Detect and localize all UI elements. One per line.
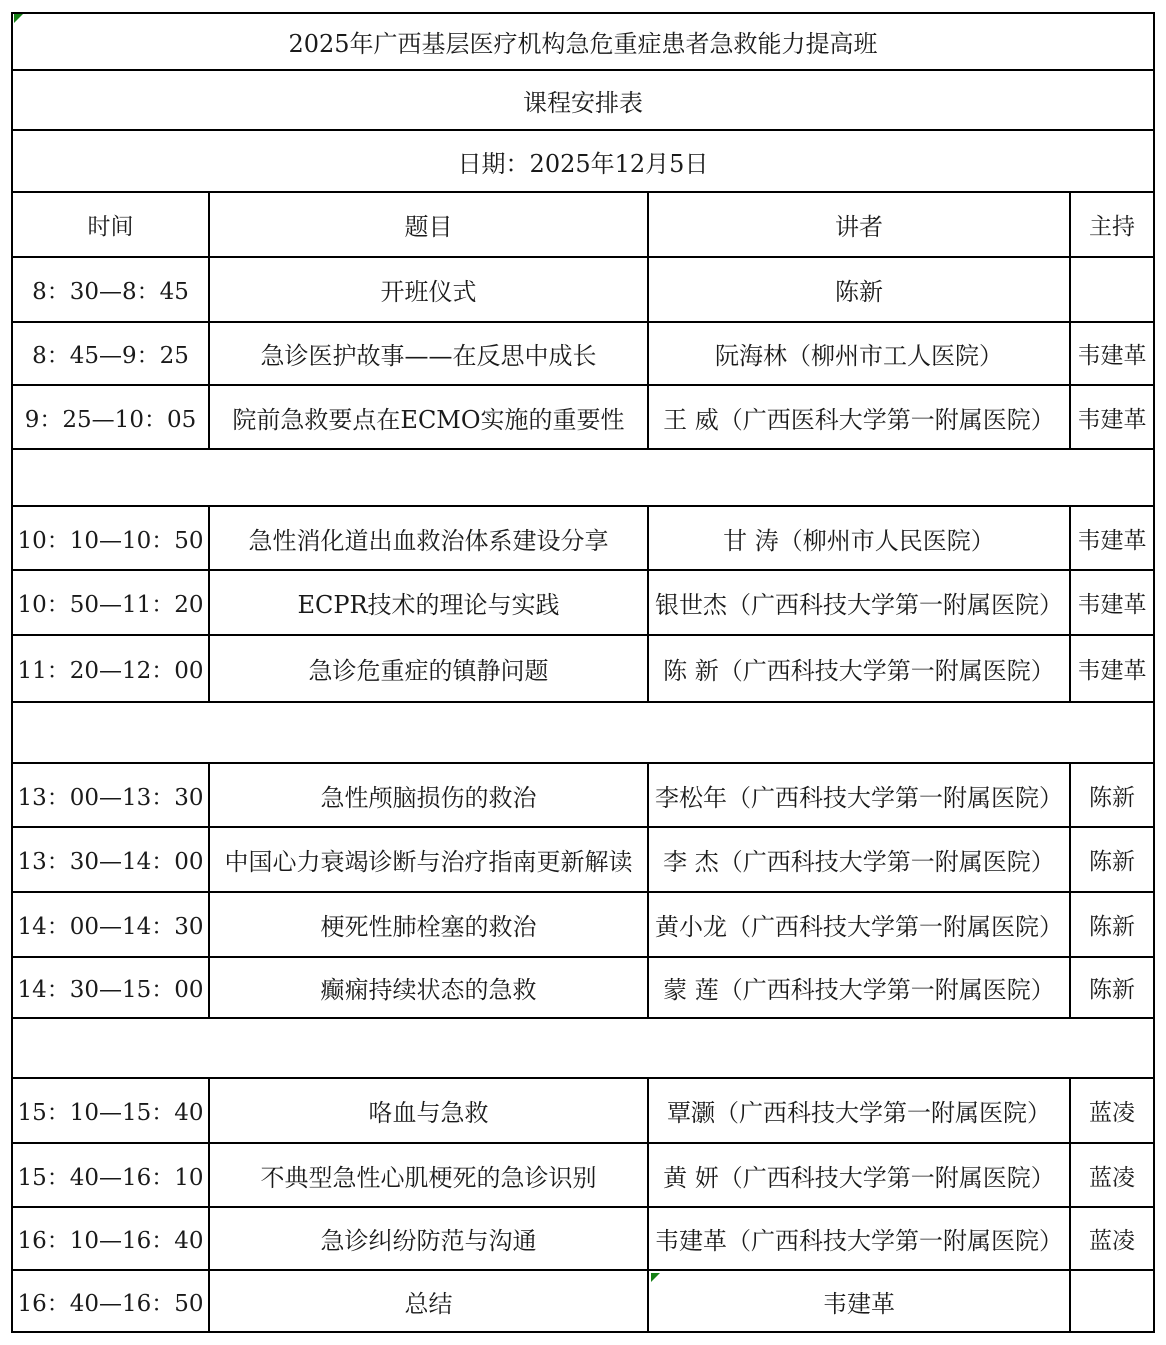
topic-cell[interactable]: 癫痫持续状态的急救 <box>209 957 648 1018</box>
speaker-cell[interactable]: 覃灏（广西科技大学第一附属医院） <box>648 1078 1070 1143</box>
table-row <box>12 763 1154 827</box>
time-cell[interactable]: 10：10—10：50 <box>12 506 209 570</box>
time-cell[interactable]: 10：50—11：20 <box>12 570 209 635</box>
topic-cell[interactable]: 急诊纠纷防范与沟通 <box>209 1207 648 1270</box>
header-topic[interactable]: 题目 <box>209 192 648 257</box>
host-cell[interactable]: 韦建革 <box>1070 322 1154 385</box>
header-speaker[interactable]: 讲者 <box>648 192 1070 257</box>
time-cell[interactable]: 8：30—8：45 <box>12 257 209 322</box>
host-cell[interactable]: 韦建革 <box>1070 385 1154 449</box>
host-cell[interactable]: 蓝凌 <box>1070 1078 1154 1143</box>
break-row <box>12 449 1154 506</box>
table-row <box>12 506 1154 570</box>
topic-cell[interactable]: 总结 <box>209 1270 648 1332</box>
host-cell[interactable]: 陈新 <box>1070 763 1154 827</box>
time-cell[interactable]: 13：00—13：30 <box>12 763 209 827</box>
header-host[interactable]: 主持 <box>1070 192 1154 257</box>
speaker-cell[interactable]: 蒙 莲（广西科技大学第一附属医院） <box>648 957 1070 1018</box>
speaker-cell[interactable]: 甘 涛（柳州市人民医院） <box>648 506 1070 570</box>
table-row <box>12 1207 1154 1270</box>
time-cell[interactable]: 9：25—10：05 <box>12 385 209 449</box>
time-cell[interactable]: 16：10—16：40 <box>12 1207 209 1270</box>
topic-cell[interactable]: 急性消化道出血救治体系建设分享 <box>209 506 648 570</box>
time-cell[interactable]: 8：45—9：25 <box>12 322 209 385</box>
table-row <box>12 322 1154 385</box>
table-row <box>12 635 1154 702</box>
topic-cell[interactable]: 中国心力衰竭诊断与治疗指南更新解读 <box>209 827 648 892</box>
speaker-cell[interactable]: 黄小龙（广西科技大学第一附属医院） <box>648 892 1070 957</box>
host-cell[interactable]: 韦建革 <box>1070 506 1154 570</box>
host-cell[interactable]: 韦建革 <box>1070 635 1154 702</box>
table-row <box>12 1143 1154 1207</box>
speaker-cell[interactable]: 韦建革（广西科技大学第一附属医院） <box>648 1207 1070 1270</box>
speaker-cell[interactable]: 陈新 <box>648 257 1070 322</box>
date-cell[interactable]: 日期：2025年12月5日 <box>12 130 1154 192</box>
host-cell[interactable]: 韦建革 <box>1070 570 1154 635</box>
speaker-cell[interactable]: 王 威（广西医科大学第一附属医院） <box>648 385 1070 449</box>
speaker-cell[interactable]: 阮海林（柳州市工人医院） <box>648 322 1070 385</box>
table-row <box>12 1270 1154 1332</box>
time-cell[interactable]: 15：40—16：10 <box>12 1143 209 1207</box>
course-title-cell[interactable]: 2025年广西基层医疗机构急危重症患者急救能力提高班 <box>12 13 1154 70</box>
topic-cell[interactable]: ECPR技术的理论与实践 <box>209 570 648 635</box>
speaker-cell[interactable]: 陈 新（广西科技大学第一附属医院） <box>648 635 1070 702</box>
host-cell[interactable]: 陈新 <box>1070 957 1154 1018</box>
topic-cell[interactable]: 咯血与急救 <box>209 1078 648 1143</box>
topic-cell[interactable]: 院前急救要点在ECMO实施的重要性 <box>209 385 648 449</box>
course-schedule-table <box>11 12 1155 1333</box>
topic-cell[interactable]: 急性颅脑损伤的救治 <box>209 763 648 827</box>
speaker-cell[interactable]: 李松年（广西科技大学第一附属医院） <box>648 763 1070 827</box>
table-row <box>12 892 1154 957</box>
table-row <box>12 1078 1154 1143</box>
table-header-row <box>12 192 1154 257</box>
topic-cell[interactable]: 梗死性肺栓塞的救治 <box>209 892 648 957</box>
table-row <box>12 957 1154 1018</box>
table-row <box>12 257 1154 322</box>
table-row <box>12 827 1154 892</box>
topic-cell[interactable]: 开班仪式 <box>209 257 648 322</box>
table-row <box>12 385 1154 449</box>
topic-cell[interactable]: 急诊危重症的镇静问题 <box>209 635 648 702</box>
time-cell[interactable]: 11：20—12：00 <box>12 635 209 702</box>
host-cell[interactable] <box>1070 1270 1154 1332</box>
topic-cell[interactable]: 不典型急性心肌梗死的急诊识别 <box>209 1143 648 1207</box>
break-cell[interactable] <box>12 702 1154 763</box>
break-row <box>12 1018 1154 1078</box>
time-cell[interactable]: 14：30—15：00 <box>12 957 209 1018</box>
host-cell[interactable]: 蓝凌 <box>1070 1143 1154 1207</box>
host-cell[interactable]: 蓝凌 <box>1070 1207 1154 1270</box>
topic-cell[interactable]: 急诊医护故事——在反思中成长 <box>209 322 648 385</box>
speaker-cell[interactable]: 李 杰（广西科技大学第一附属医院） <box>648 827 1070 892</box>
speaker-cell[interactable]: 银世杰（广西科技大学第一附属医院） <box>648 570 1070 635</box>
speaker-cell[interactable]: 黄 妍（广西科技大学第一附属医院） <box>648 1143 1070 1207</box>
time-cell[interactable]: 16：40—16：50 <box>12 1270 209 1332</box>
host-cell[interactable]: 陈新 <box>1070 892 1154 957</box>
break-row <box>12 702 1154 763</box>
schedule-subtitle-cell[interactable]: 课程安排表 <box>12 70 1154 130</box>
host-cell[interactable]: 陈新 <box>1070 827 1154 892</box>
time-cell[interactable]: 15：10—15：40 <box>12 1078 209 1143</box>
break-cell[interactable] <box>12 1018 1154 1078</box>
header-time[interactable]: 时间 <box>12 192 209 257</box>
time-cell[interactable]: 14：00—14：30 <box>12 892 209 957</box>
table-row <box>12 570 1154 635</box>
break-cell[interactable] <box>12 449 1154 506</box>
time-cell[interactable]: 13：30—14：00 <box>12 827 209 892</box>
speaker-cell[interactable]: 韦建革 <box>648 1270 1070 1332</box>
host-cell[interactable] <box>1070 257 1154 322</box>
